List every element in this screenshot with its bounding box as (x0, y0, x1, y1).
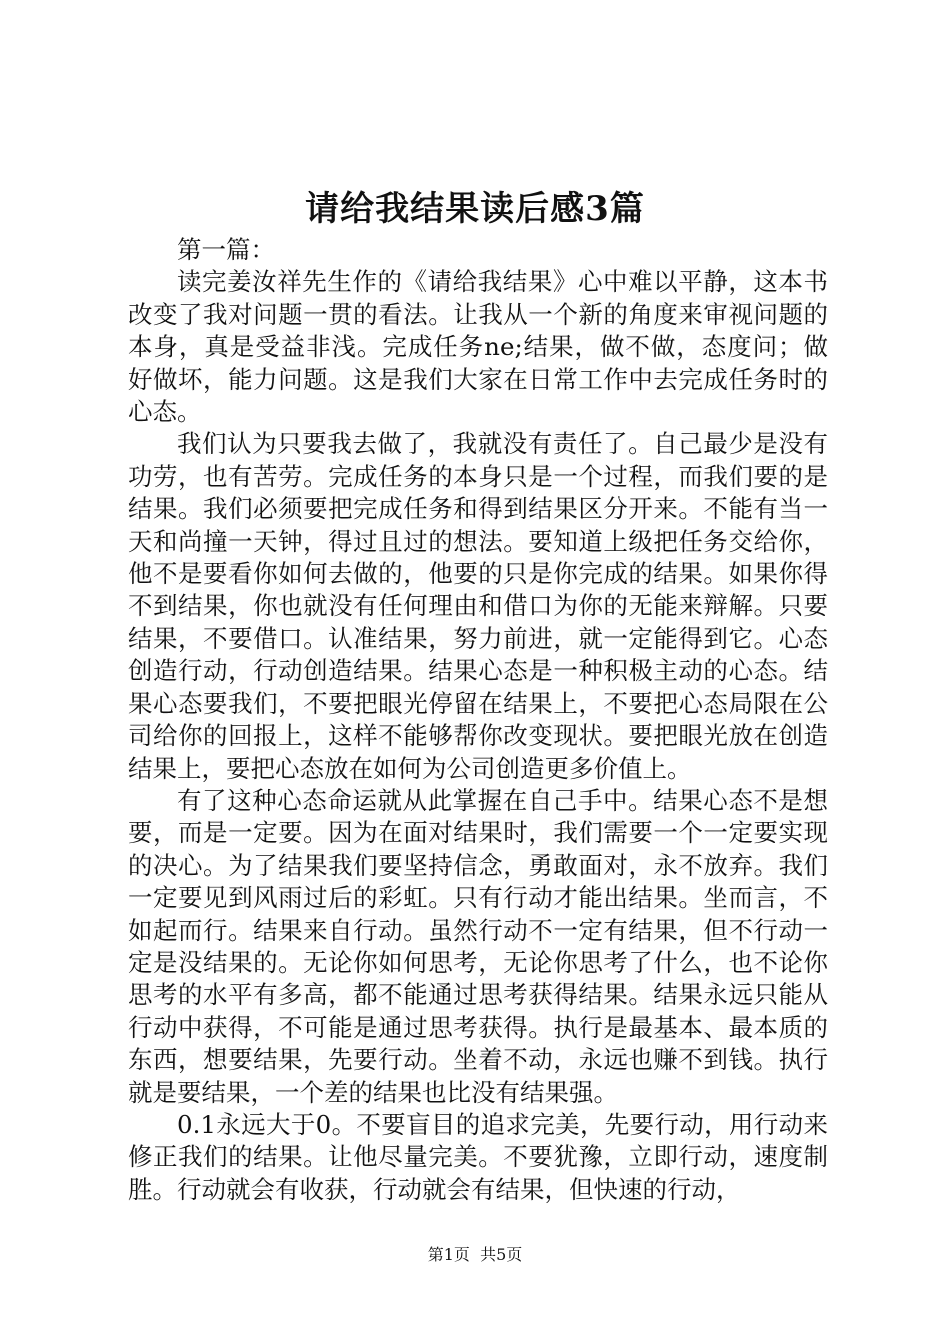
paragraph: 读完姜汝祥先生作的《请给我结果》心中难以平静，这本书改变了我对问题一贯的看法。让我从一个新的角度来审视问题的本身，真是受益非浅。完成任务ne;结果，做不做，态度问；做好做坏，能力问题。这是我们大家在日常工作中去完成任务时的心态。 (128, 267, 828, 427)
page-footer (0, 1243, 950, 1267)
document-body (128, 234, 828, 1206)
document-title: 请给我结果读后感3篇 (305, 189, 645, 229)
paragraph-section-heading: 第一篇： (177, 235, 275, 264)
paragraph: 0.1永远大于0。不要盲目的追求完美，先要行动，用行动来修正我们的结果。让他尽量完美。不要犹豫，立即行动，速度制胜。行动就会有收获，行动就会有结果，但快速的行动， (128, 1109, 828, 1204)
paragraph: 有了这种心态命运就从此掌握在自己手中。结果心态不是想要，而是一定要。因为在面对结果时，我们需要一个一定要实现的决心。为了结果我们要坚持信念，勇敢面对，永不放弃。我们一定要见到风雨过后的彩虹。只有行动才能出结果。坐而言，不如起而行。结果来自行动。虽然行动不一定有结果，但不行动一定是没结果的。无论你如何思考，无论你思考了什么，也不论你思考的水平有多高，都不能通过思考获得结果。结果永远只能从行动中获得，不可能是通过思考获得。执行是最基本、最本质的东西，想要结果，先要行动。坐着不动，永远也赚不到钱。执行就是要结果，一个差的结果也比没有结果强。 (128, 785, 828, 1107)
page-number: 第1页 共5页 (427, 1245, 523, 1264)
paragraph: 我们认为只要我去做了，我就没有责任了。自己最少是没有功劳，也有苦劳。完成任务的本身只是一个过程，而我们要的是结果。我们必须要把完成任务和得到结果区分开来。不能有当一天和尚撞一天钟，得过且过的想法。要知道上级把任务交给你，他不是要看你如何去做的，他要的只是你完成的结果。如果你得不到结果，你也就没有任何理由和借口为你的无能来辩解。只要结果，不要借口。认准结果，努力前进，就一定能得到它。心态创造行动，行动创造结果。结果心态是一种积极主动的心态。结果心态要我们，不要把眼光停留在结果上，不要把心态局限在公司给你的回报上，这样不能够帮你改变现状。要把眼光放在创造结果上，要把心态放在如何为公司创造更多价值上。 (128, 429, 828, 783)
